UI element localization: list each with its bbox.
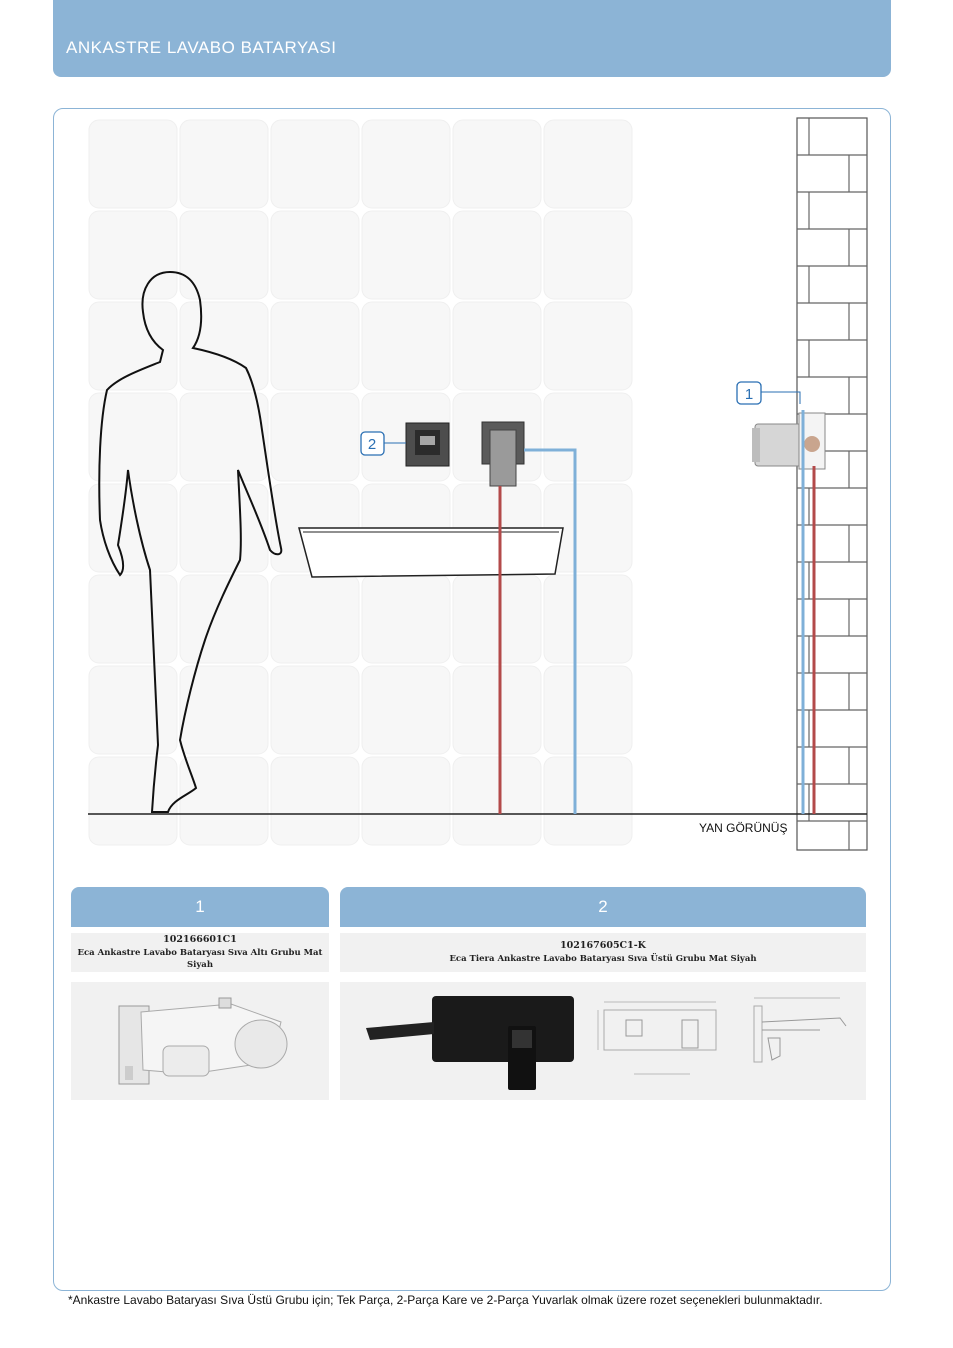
product-1-number: 1 xyxy=(195,897,205,916)
product-2-header xyxy=(340,887,866,927)
tile-wall xyxy=(89,120,632,845)
footnote: *Ankastre Lavabo Bataryası Sıva Üstü Grubu için; Tek Parça, 2-Parça Kare ve 2-Parça Yuvarlak olmak üzere rozet seçenekleri bulunmaktadır. xyxy=(68,1293,823,1307)
product-2-image xyxy=(340,982,866,1100)
product-1-header xyxy=(71,887,329,927)
page-title: ANKASTRE LAVABO BATARYASI xyxy=(66,38,337,57)
svg-text:2: 2 xyxy=(367,436,377,453)
surface-mixer-icon xyxy=(340,982,866,1100)
side-view-label: YAN GÖRÜNÜŞ xyxy=(699,821,788,835)
product-1-description xyxy=(71,933,329,972)
wash-basin xyxy=(299,528,563,577)
product-2-number: 2 xyxy=(598,897,608,916)
concealed-valve-side xyxy=(752,413,825,469)
brick-wall-icon xyxy=(797,118,867,850)
mixer-control-icon xyxy=(406,423,449,466)
product-2-name: Eca Tiera Ankastre Lavabo Bataryası Sıva Üstü Grubu Mat Siyah xyxy=(449,954,757,965)
concealed-body-icon xyxy=(71,982,329,1100)
svg-text:1: 1 xyxy=(744,386,754,403)
product-2-code: 102167605C1-K xyxy=(560,940,646,952)
product-1-image xyxy=(71,982,329,1100)
product-1-code: 102166601C1 xyxy=(163,934,237,946)
product-2-description xyxy=(340,933,866,972)
product-1-name: Eca Ankastre Lavabo Bataryası Sıva Altı Grubu Mat Siyah xyxy=(77,948,323,971)
callout-1 xyxy=(737,382,800,404)
